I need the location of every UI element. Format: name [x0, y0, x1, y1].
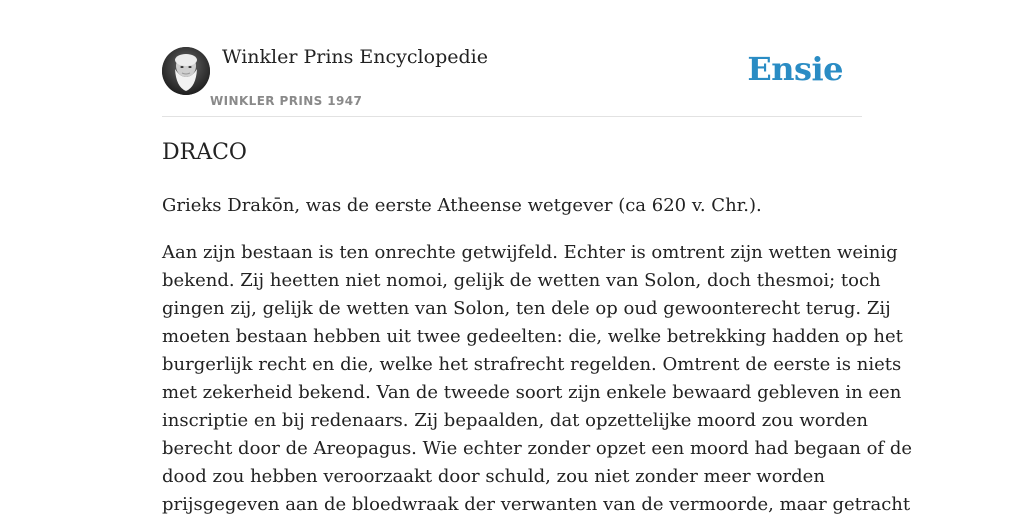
portrait-icon — [162, 47, 210, 95]
body-line: bekend. Zij heetten niet nomoi, gelijk de wetten van Solon, doch thesmoi; toch — [162, 270, 881, 291]
header — [162, 0, 862, 117]
brand-logo[interactable]: Ensie — [747, 50, 843, 88]
body-line: berecht door de Areopagus. Wie echter zonder opzet een moord had begaan of de — [162, 438, 912, 459]
article-title: DRACO — [162, 140, 247, 165]
body-line: prijsgegeven aan de bloedwraak der verwanten van de vermoorde, maar getracht — [162, 494, 911, 515]
avatar[interactable] — [162, 47, 210, 95]
body-line: moeten bestaan hebben uit twee gedeelten: die, welke betrekking hadden op het — [162, 326, 903, 347]
body-line: dood zou hebben veroorzaakt door schuld, zou niet zonder meer worden — [162, 466, 825, 487]
source-edition: WINKLER PRINS 1947 — [210, 94, 363, 108]
body-line: met zekerheid bekend. Van de tweede soort zijn enkele bewaard gebleven in een — [162, 382, 902, 403]
page — [162, 0, 912, 515]
body-line: inscriptie en bij redenaars. Zij bepaalden, dat opzettelijke moord zou worden — [162, 410, 868, 431]
article-lead: Grieks Drakōn, was de eerste Atheense wetgever (ca 620 v. Chr.). — [162, 195, 762, 216]
body-line: Aan zijn bestaan is ten onrechte getwijfeld. Echter is omtrent zijn wetten weinig — [162, 242, 898, 263]
body-line: gingen zij, gelijk de wetten van Solon, ten dele op oud gewoonterecht terug. Zij — [162, 298, 891, 319]
body-line: burgerlijk recht en die, welke het strafrecht regelden. Omtrent de eerste is niets — [162, 354, 902, 375]
source-title[interactable]: Winkler Prins Encyclopedie — [222, 46, 488, 68]
article-body — [162, 239, 912, 519]
